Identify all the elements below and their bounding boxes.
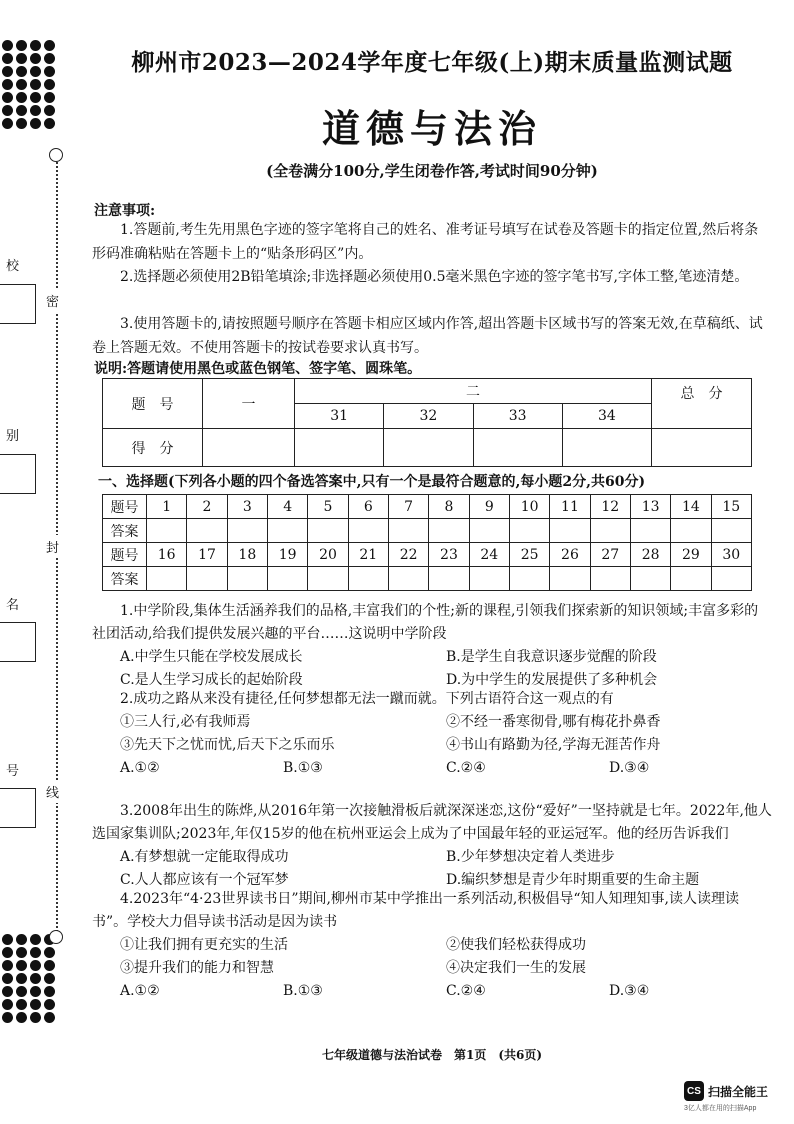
binding-dot-icon — [2, 92, 13, 103]
binding-dot-icon — [30, 947, 41, 958]
question-number-cell: 22 — [388, 543, 428, 567]
question-2 — [92, 688, 772, 780]
binding-dot-icon — [30, 986, 41, 997]
answer-row-label: 题号 — [103, 543, 147, 567]
binding-dot-icon — [44, 40, 55, 51]
score-cell[interactable] — [203, 429, 295, 467]
option-d: D.③④ — [609, 760, 650, 776]
option-b: B.是学生自我意识逐步觉醒的阶段 — [446, 649, 657, 665]
question-number-cell: 28 — [630, 543, 670, 567]
score-cell[interactable] — [384, 429, 473, 467]
question-number-cell: 24 — [469, 543, 509, 567]
question-stem: 2.成功之路从来没有捷径,任何梦想都无法一蹴而就。下列古语符合这一观点的有 — [120, 691, 614, 707]
question-number-cell: 2 — [187, 495, 227, 519]
binding-dot-icon — [44, 118, 55, 129]
binding-dot-icon — [30, 999, 41, 1010]
answer-cell[interactable] — [550, 567, 590, 591]
question-number-cell: 26 — [550, 543, 590, 567]
answer-cell[interactable] — [711, 567, 751, 591]
question-number-cell: 11 — [550, 495, 590, 519]
binding-dot-icon — [2, 79, 13, 90]
score-label-score: 得 分 — [103, 429, 203, 467]
binding-dot-icon — [16, 1012, 27, 1023]
question-number-cell: 5 — [308, 495, 348, 519]
answer-cell[interactable] — [187, 567, 227, 591]
question-number-cell: 12 — [590, 495, 630, 519]
answer-cell[interactable] — [308, 567, 348, 591]
answer-cell[interactable] — [267, 519, 307, 543]
notes-item: 3.使用答题卡的,请按照题号顺序在答题卡相应区域内作答,超出答题卡区域书写的答案无效,在草稿纸、试卷上答题无效。不使用答题卡的按试卷要求认真书写。 — [92, 316, 763, 356]
score-cell[interactable] — [473, 429, 562, 467]
question-number-cell: 20 — [308, 543, 348, 567]
watermark-sub: 3亿人都在用的扫描App — [684, 1105, 757, 1112]
answer-cell[interactable] — [630, 567, 670, 591]
option-d: D.为中学生的发展提供了多种机会 — [446, 672, 658, 688]
answer-cell[interactable] — [267, 567, 307, 591]
question-number-cell: 16 — [147, 543, 187, 567]
score-part2-num: 32 — [384, 404, 473, 429]
binding-dot-icon — [44, 92, 55, 103]
answer-row-label: 题号 — [103, 495, 147, 519]
side-label-number: 号 — [6, 764, 20, 779]
answer-cell[interactable] — [227, 567, 267, 591]
side-label-class: 别 — [6, 429, 20, 444]
option-c: C.②④ — [446, 983, 486, 999]
question-4 — [92, 888, 772, 1003]
notes-item: 1.答题前,考生先用黑色字迹的签字笔将自己的姓名、准考证号填写在试卷及答题卡的指定位置,然后将条形码准确粘贴在答题卡上的“贴条形码区”内。 — [92, 222, 759, 262]
binding-dot-icon — [16, 92, 27, 103]
option-d: D.编织梦想是青少年时期重要的生命主题 — [446, 872, 700, 888]
binding-dot-icon — [16, 934, 27, 945]
statement: ①让我们拥有更充实的生活 — [120, 937, 288, 953]
answer-cell[interactable] — [630, 519, 670, 543]
question-number-cell: 4 — [267, 495, 307, 519]
answer-cell[interactable] — [429, 567, 469, 591]
binding-dot-icon — [30, 118, 41, 129]
question-number-cell: 29 — [671, 543, 711, 567]
number-field[interactable] — [0, 788, 36, 828]
question-number-cell: 14 — [671, 495, 711, 519]
option-a: A.①② — [120, 983, 160, 999]
answer-cell[interactable] — [429, 519, 469, 543]
score-part2-num: 33 — [473, 404, 562, 429]
class-field[interactable] — [0, 454, 36, 494]
option-c: C.是人生学习成长的起始阶段 — [120, 672, 303, 688]
question-number-cell: 10 — [509, 495, 549, 519]
binding-dot-icon — [30, 79, 41, 90]
binding-dot-icon — [30, 973, 41, 984]
binding-dot-icon — [30, 960, 41, 971]
binding-dot-icon — [30, 105, 41, 116]
binding-dot-icon — [2, 947, 13, 958]
answer-cell[interactable] — [388, 519, 428, 543]
option-c: C.②④ — [446, 760, 486, 776]
answer-cell[interactable] — [590, 567, 630, 591]
binding-dot-icon — [44, 973, 55, 984]
option-b: B.①③ — [283, 760, 323, 776]
answer-cell[interactable] — [469, 519, 509, 543]
option-d: D.③④ — [609, 983, 650, 999]
question-number-cell: 21 — [348, 543, 388, 567]
binding-dots-bottom — [2, 934, 54, 1023]
notes-item: 2.选择题必须使用2B铅笔填涂;非选择题必须使用0.5毫米黑色字迹的签字笔书写,字体工整,笔迹清楚。 — [120, 269, 749, 285]
side-label-name: 名 — [6, 598, 20, 613]
camscanner-logo-icon: CS — [684, 1081, 704, 1101]
answer-cell[interactable] — [469, 567, 509, 591]
binding-dot-icon — [30, 1012, 41, 1023]
binding-dot-icon — [44, 53, 55, 64]
question-number-cell: 6 — [348, 495, 388, 519]
binding-dot-icon — [44, 66, 55, 77]
answer-cell[interactable] — [509, 519, 549, 543]
seal-label-3: 线 — [46, 780, 59, 803]
binding-ring-icon — [49, 930, 63, 944]
binding-dot-icon — [2, 66, 13, 77]
binding-dot-icon — [44, 986, 55, 997]
option-a: A.①② — [120, 760, 160, 776]
question-number-cell: 7 — [388, 495, 428, 519]
score-table — [102, 378, 752, 467]
answer-cell[interactable] — [348, 519, 388, 543]
answer-row-label: 答案 — [103, 567, 147, 591]
score-total: 总 分 — [652, 379, 752, 429]
binding-dot-icon — [2, 118, 13, 129]
question-stem: 1.中学阶段,集体生活涵养我们的品格,丰富我们的个性;新的课程,引领我们探索新的知识领域;丰富多彩的社团活动,给我们提供发展兴趣的平台……这说明中学阶段 — [92, 603, 759, 642]
answer-cell[interactable] — [509, 567, 549, 591]
binding-dot-icon — [16, 960, 27, 971]
statement: ②不经一番寒彻骨,哪有梅花扑鼻香 — [446, 714, 661, 730]
exam-title: 柳州市2023—2024学年度七年级(上)期末质量监测试题 — [131, 49, 733, 76]
exam-note: (全卷满分100分,学生闭卷作答,考试时间90分钟) — [266, 162, 598, 180]
binding-dot-icon — [16, 999, 27, 1010]
explain-text: 说明:答题请使用黑色或蓝色钢笔、签字笔、圆珠笔。 — [94, 361, 422, 377]
seal-label-1: 密 — [46, 289, 59, 312]
statement: ④决定我们一生的发展 — [446, 960, 586, 976]
binding-dot-icon — [2, 1012, 13, 1023]
score-part2-num: 34 — [562, 404, 651, 429]
question-number-cell: 3 — [227, 495, 267, 519]
statement: ③先天下之忧而忧,后天下之乐而乐 — [120, 737, 335, 753]
option-a: A.中学生只能在学校发展成长 — [120, 649, 303, 665]
binding-dot-icon — [2, 999, 13, 1010]
answer-cell[interactable] — [227, 519, 267, 543]
section-title: 一、选择题(下列各小题的四个备选答案中,只有一个是最符合题意的,每小题2分,共60分) — [98, 474, 646, 490]
answer-cell[interactable] — [550, 519, 590, 543]
watermark-name: 扫描全能王 — [708, 1084, 769, 1099]
answer-cell[interactable] — [711, 519, 751, 543]
binding-dot-icon — [44, 960, 55, 971]
statement: ③提升我们的能力和智慧 — [120, 960, 274, 976]
score-cell[interactable] — [652, 429, 752, 467]
answer-row-label: 答案 — [103, 519, 147, 543]
question-number-cell: 25 — [509, 543, 549, 567]
answer-cell[interactable] — [388, 567, 428, 591]
question-stem: 4.2023年“4·23世界读书日”期间,柳州市某中学推出一系列活动,积极倡导“知人知理知事,读人读理读书”。学校大力倡导读书活动是因为读书 — [92, 891, 739, 930]
option-a: A.有梦想就一定能取得成功 — [120, 849, 289, 865]
seal-label-2: 封 — [46, 535, 59, 558]
question-stem: 3.2008年出生的陈烨,从2016年第一次接触滑板后就深深迷恋,这份“爱好”一坚持就是七年。2022年,他人选国家集训队;2023年,年仅15岁的他在杭州亚运会上成为了中国最年轻的亚运冠军。他的经历告诉我们 — [92, 803, 772, 842]
question-number-cell: 27 — [590, 543, 630, 567]
option-b: B.①③ — [283, 983, 323, 999]
binding-dot-icon — [2, 53, 13, 64]
score-part2: 二 — [295, 379, 652, 404]
answer-cell[interactable] — [348, 567, 388, 591]
question-number-cell: 23 — [429, 543, 469, 567]
binding-dot-icon — [30, 53, 41, 64]
score-cell[interactable] — [562, 429, 651, 467]
binding-dot-icon — [44, 1012, 55, 1023]
answer-cell[interactable] — [147, 567, 187, 591]
question-number-cell: 8 — [429, 495, 469, 519]
binding-dot-icon — [30, 934, 41, 945]
exam-subject: 道德与法治 — [321, 106, 542, 151]
binding-dot-icon — [2, 960, 13, 971]
question-number-cell: 15 — [711, 495, 751, 519]
question-1 — [92, 600, 772, 692]
question-number-cell: 17 — [187, 543, 227, 567]
binding-dot-icon — [30, 66, 41, 77]
statement: ①三人行,必有我师焉 — [120, 714, 251, 730]
binding-dot-icon — [16, 973, 27, 984]
binding-dot-icon — [30, 92, 41, 103]
binding-dot-icon — [16, 105, 27, 116]
question-number-cell: 19 — [267, 543, 307, 567]
answer-cell[interactable] — [590, 519, 630, 543]
binding-ring-icon — [49, 148, 63, 162]
binding-dots-top — [2, 40, 54, 129]
statement: ④书山有路勤为径,学海无涯苦作舟 — [446, 737, 661, 753]
binding-dot-icon — [16, 947, 27, 958]
notes-title: 注意事项: — [94, 203, 156, 219]
binding-dot-icon — [44, 79, 55, 90]
binding-dot-icon — [44, 105, 55, 116]
answer-table — [102, 494, 752, 591]
statement: ②使我们轻松获得成功 — [446, 937, 586, 953]
school-field[interactable] — [0, 284, 36, 324]
question-number-cell: 18 — [227, 543, 267, 567]
binding-dot-icon — [2, 934, 13, 945]
binding-dot-icon — [16, 53, 27, 64]
answer-cell[interactable] — [187, 519, 227, 543]
binding-dot-icon — [16, 40, 27, 51]
binding-dot-icon — [2, 973, 13, 984]
score-part2-num: 31 — [295, 404, 384, 429]
binding-dot-icon — [16, 986, 27, 997]
answer-cell[interactable] — [671, 567, 711, 591]
answer-cell[interactable] — [308, 519, 348, 543]
question-number-cell: 9 — [469, 495, 509, 519]
answer-cell[interactable] — [147, 519, 187, 543]
score-cell[interactable] — [295, 429, 384, 467]
binding-dot-icon — [2, 40, 13, 51]
name-field[interactable] — [0, 622, 36, 662]
binding-dot-icon — [2, 986, 13, 997]
binding-dot-icon — [16, 118, 27, 129]
question-number-cell: 13 — [630, 495, 670, 519]
question-number-cell: 1 — [147, 495, 187, 519]
binding-dot-icon — [16, 66, 27, 77]
answer-cell[interactable] — [671, 519, 711, 543]
question-number-cell: 30 — [711, 543, 751, 567]
score-part1: 一 — [203, 379, 295, 429]
question-3 — [92, 800, 772, 892]
option-c: C.人人都应该有一个冠军梦 — [120, 872, 289, 888]
binding-dot-icon — [30, 40, 41, 51]
binding-dot-icon — [16, 79, 27, 90]
side-label-school: 校 — [6, 259, 20, 274]
score-label-question: 题 号 — [103, 379, 203, 429]
binding-dot-icon — [44, 947, 55, 958]
binding-dot-icon — [2, 105, 13, 116]
scanner-watermark — [684, 1081, 792, 1113]
page-footer: 七年级道德与法治试卷 第1页 (共6页) — [321, 1048, 543, 1062]
option-b: B.少年梦想决定着人类进步 — [446, 849, 615, 865]
binding-dot-icon — [44, 999, 55, 1010]
